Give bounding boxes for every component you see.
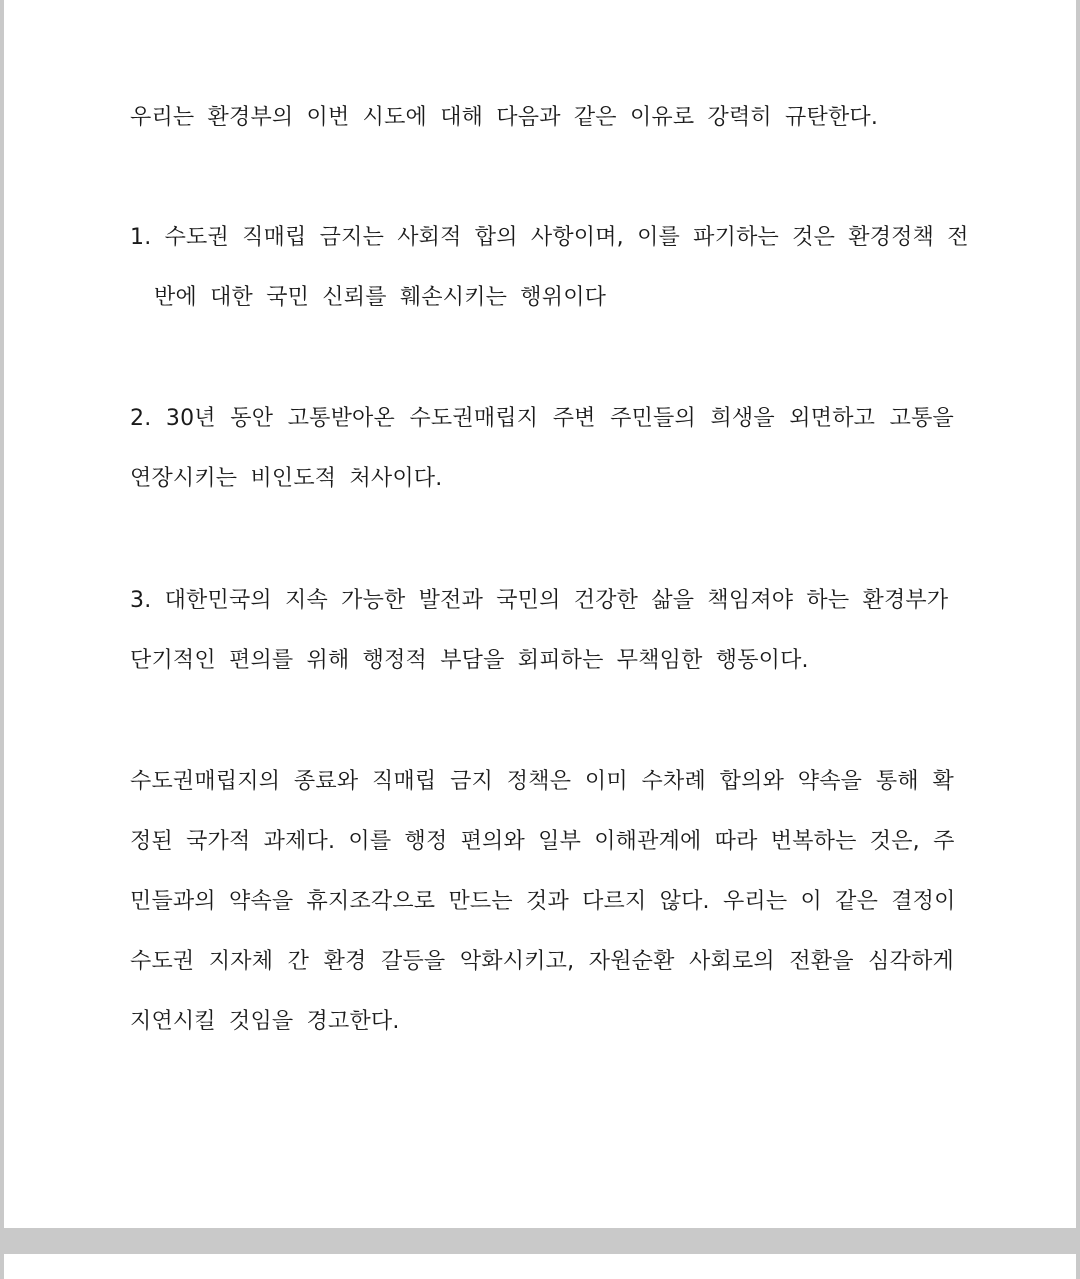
point-3	[130, 571, 954, 691]
closing-line-1: 수도권매립지의 종료와 직매립 금지 정책은 이미 수차례 합의와 약속을 통해 확	[130, 769, 954, 794]
next-page-edge	[4, 1254, 1076, 1279]
point-1	[130, 208, 969, 328]
point-2-line-2: 연장시키는 비인도적 처사이다.	[130, 466, 443, 491]
intro-line: 우리는 환경부의 이번 시도에 대해 다음과 같은 이유로 강력히 규탄한다.	[130, 105, 879, 130]
point-3-line-2: 단기적인 편의를 위해 행정적 부담을 회피하는 무책임한 행동이다.	[130, 648, 809, 673]
closing-line-3: 민들과의 약속을 휴지조각으로 만드는 것과 다르지 않다. 우리는 이 같은 결정이	[130, 889, 956, 914]
point-1-line-1: 1. 수도권 직매립 금지는 사회적 합의 사항이며, 이를 파기하는 것은 환경정책 전	[130, 225, 969, 250]
point-2	[130, 389, 954, 509]
point-1-line-2: 반에 대한 국민 신뢰를 훼손시키는 행위이다	[154, 285, 607, 310]
document-page	[4, 0, 1076, 1228]
closing-line-5: 지연시킬 것임을 경고한다.	[130, 1009, 400, 1034]
point-2-line-1: 2. 30년 동안 고통받아온 수도권매립지 주변 주민들의 희생을 외면하고 고통을	[130, 406, 954, 431]
closing-line-2: 정된 국가적 과제다. 이를 행정 편의와 일부 이해관계에 따라 번복하는 것은, 주	[130, 829, 955, 854]
intro-paragraph	[130, 88, 954, 148]
closing-line-4: 수도권 지자체 간 환경 갈등을 악화시키고, 자원순환 사회로의 전환을 심각하게	[130, 949, 954, 974]
closing-paragraph	[130, 752, 954, 1052]
point-3-line-1: 3. 대한민국의 지속 가능한 발전과 국민의 건강한 삶을 책임져야 하는 환경부가	[130, 588, 949, 613]
